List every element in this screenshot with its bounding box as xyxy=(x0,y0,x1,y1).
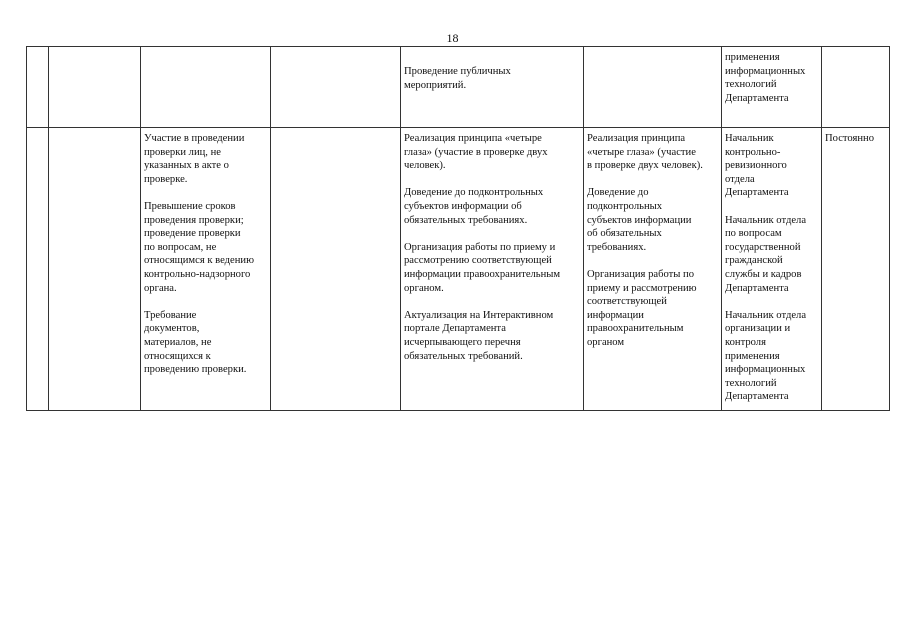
cell-paragraph: Начальник контрольно- ревизионного отдела Департамента xyxy=(725,133,789,199)
table-cell-r1-c3 xyxy=(271,47,401,128)
cell-paragraph: Постоянно xyxy=(825,133,875,144)
cell-paragraph: Доведение до подконтрольных субъектов информации об обязательных требованиях. xyxy=(587,187,692,253)
document-table xyxy=(26,46,890,411)
cell-paragraph: Начальник отдела по вопросам государственной гражданской службы и кадров Департамента xyxy=(725,214,807,294)
table-cell-r2-c7 xyxy=(822,128,890,411)
table-cell-r1-c0 xyxy=(27,47,49,128)
table-cell-r1-c7 xyxy=(822,47,890,128)
cell-paragraph: Организация работы по приему и рассмотрению соответствующей информации правоохранительным органом xyxy=(587,268,697,348)
cell-paragraph: Организация работы по приему и рассмотрению соответствующей информации правоохранительным органом. xyxy=(404,241,561,294)
table-cell-r2-c3 xyxy=(271,128,401,411)
table-cell-r2-c4 xyxy=(401,128,584,411)
table-row xyxy=(27,47,890,128)
table-cell-r1-c4 xyxy=(401,47,584,128)
table-cell-r1-c2 xyxy=(141,47,271,128)
cell-paragraph: Начальник отдела организации и контроля применения информационных технологий Департамента xyxy=(725,309,807,403)
table-cell-r1-c5 xyxy=(584,47,722,128)
cell-paragraph: Проведение публичных мероприятий. xyxy=(404,66,511,91)
table-cell-r2-c2 xyxy=(141,128,271,411)
cell-paragraph: Превышение сроков проведения проверки; проведение проверки по вопросам, не относящимся к ведению контрольно-надзорного органа. xyxy=(144,200,254,294)
table-row xyxy=(27,128,890,411)
table-cell-r2-c0 xyxy=(27,128,49,411)
table-cell-r2-c6 xyxy=(722,128,822,411)
cell-paragraph: Актуализация на Интерактивном портале Департамента исчерпывающего перечня обязательных требований. xyxy=(404,309,554,362)
table-cell-r2-c1 xyxy=(49,128,141,411)
table-cell-r1-c6 xyxy=(722,47,822,128)
cell-paragraph: Реализация принципа «четыре глаза» (участие в проверке двух человек). xyxy=(587,133,703,172)
cell-paragraph: Участие в проведении проверки лиц, не указанных в акте о проверке. xyxy=(144,133,245,185)
cell-paragraph: Реализация принципа «четыре глаза» (участие в проверке двух человек). xyxy=(404,133,548,172)
table-cell-r2-c5 xyxy=(584,128,722,411)
cell-paragraph: Требование документов, материалов, не относящихся к проведению проверки. xyxy=(144,309,247,376)
page-number: 18 xyxy=(446,31,459,45)
table-cell-r1-c1 xyxy=(49,47,141,128)
cell-paragraph: применения информационных технологий Департамента xyxy=(725,52,806,104)
cell-paragraph: Доведение до подконтрольных субъектов информации об обязательных требованиях. xyxy=(404,187,544,226)
